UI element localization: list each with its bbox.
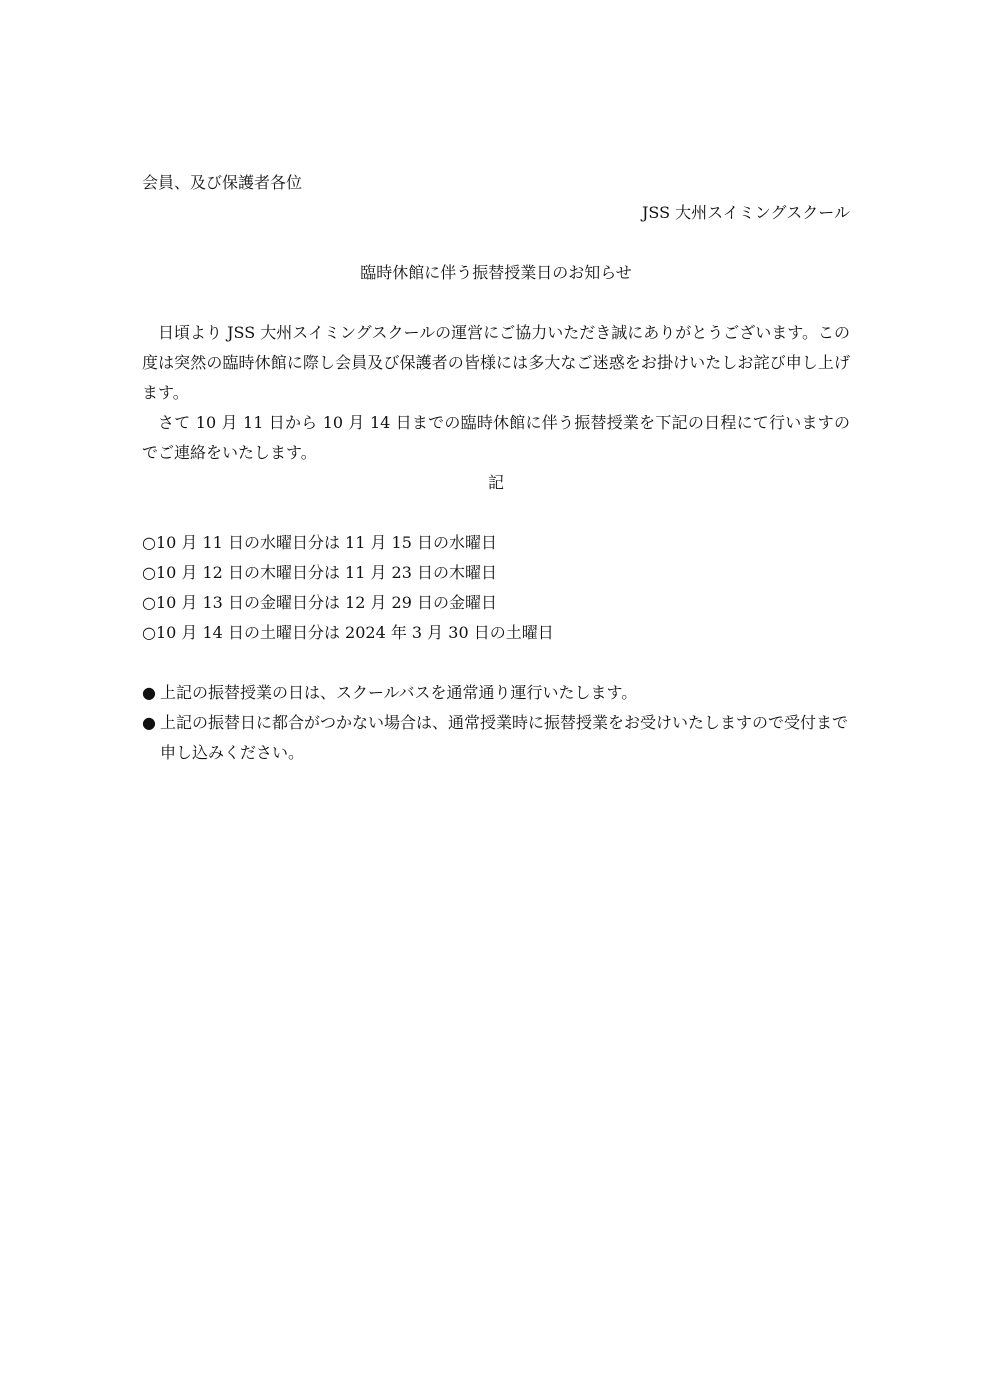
note-text: 上記の振替日に都合がつかない場合は、通常授業時に振替授業をお受けいたしますので受付まで申し込みください。 <box>160 713 849 762</box>
paragraph-greeting: 日頃より JSS 大州スイミングスクールの運営にご協力いただき誠にありがとうございます。この度は突然の臨時休館に際し会員及び保護者の皆様には多大なご迷惑をお掛けいたしお詫び申し上げます。 <box>142 323 850 402</box>
sender: JSS 大州スイミングスクール <box>641 203 850 222</box>
note-text: 上記の振替授業の日は、スクールバスを通常通り運行いたします。 <box>160 683 638 702</box>
schedule-item: ○10 月 11 日の水曜日分は 11 月 15 日の水曜日 <box>142 533 498 552</box>
schedule-item: ○10 月 13 日の金曜日分は 12 月 29 日の金曜日 <box>142 593 498 612</box>
ki-heading: 記 <box>487 473 504 492</box>
notes-list <box>142 678 850 768</box>
schedule-item: ○10 月 14 日の土曜日分は 2024 年 3 月 30 日の土曜日 <box>142 623 554 642</box>
notice-document <box>142 168 850 768</box>
note-item <box>142 708 850 768</box>
schedule-item: ○10 月 12 日の木曜日分は 11 月 23 日の木曜日 <box>142 563 498 582</box>
addressee: 会員、及び保護者各位 <box>142 173 303 192</box>
schedule-list <box>142 528 850 648</box>
bullet-icon: ● <box>142 713 156 732</box>
body-text <box>142 318 850 468</box>
notice-title: 臨時休館に伴う振替授業日のお知らせ <box>360 263 632 282</box>
bullet-icon: ● <box>142 683 156 702</box>
note-item <box>142 678 850 708</box>
paragraph-announcement: さて 10 月 11 日から 10 月 14 日までの臨時休館に伴う振替授業を下記の日程にて行いますのでご連絡をいたします。 <box>142 413 850 462</box>
